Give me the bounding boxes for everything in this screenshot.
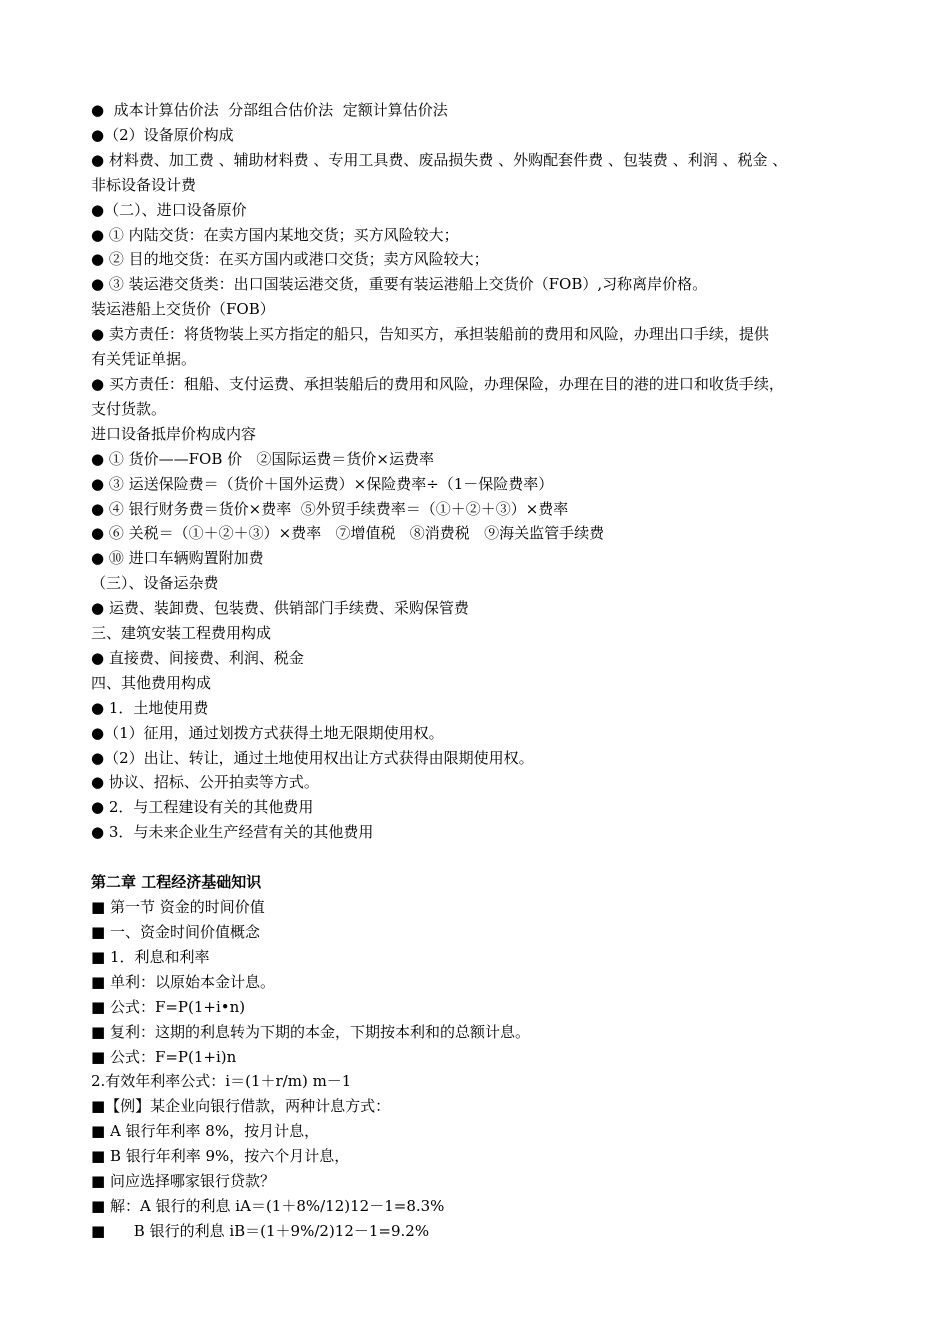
text-line: ■ 公式：F=P(1+i)n	[91, 1047, 237, 1066]
text-line: ● 1．土地使用费	[91, 698, 209, 717]
text-line: ■ 1．利息和利率	[91, 947, 210, 966]
text-line: ● ⑥ 关税＝（①＋②＋③）×费率 ⑦增值税 ⑧消费税 ⑨海关监管手续费	[91, 524, 605, 543]
text-line: ● 2．与工程建设有关的其他费用	[91, 798, 314, 817]
text-line: ● 材料费、加工费 、辅助材料费 、专用工具费、废品损失费 、外购配套件费 、包装费 、利润 、税金 、	[91, 150, 788, 169]
text-line: ■ B 银行的利息 iB＝(1＋9%/2)12－1=9.2%	[91, 1221, 430, 1240]
text-line: ● ③ 运送保险费＝（货价＋国外运费）×保险费率÷（1－保险费率）	[91, 474, 554, 493]
text-line: ● 买方责任：租船、支付运费、承担装船后的费用和风险，办理保险，办理在目的港的进口和收货手续，	[91, 374, 784, 393]
text-line: ■ 单利：以原始本金计息。	[91, 972, 275, 991]
paragraph-gap	[91, 845, 881, 870]
text-line: ■ 问应选择哪家银行贷款？	[91, 1172, 275, 1191]
text-line: 进口设备抵岸价构成内容	[91, 424, 257, 443]
text-line: ● 直接费、间接费、利润、税金	[91, 648, 304, 667]
text-line: ■ 一、资金时间价值概念	[91, 923, 260, 941]
text-line: ■ 解：A 银行的利息 iA＝(1＋8%/12)12－1=8.3%	[91, 1196, 445, 1215]
chapter-title: 第二章 工程经济基础知识	[91, 873, 262, 892]
text-line: 装运港船上交货价（FOB）	[91, 300, 275, 319]
text-line: ●（二）、进口设备原价	[91, 200, 247, 219]
text-line: ● ⑩ 进口车辆购置附加费	[91, 549, 264, 568]
text-line: ●（2）出让、转让，通过土地使用权出让方式获得由限期使用权。	[91, 748, 534, 767]
section-chapter-two	[91, 870, 881, 1244]
text-line: ● 3．与未来企业生产经营有关的其他费用	[91, 823, 374, 842]
text-line: 2.有效年利率公式：i＝(1＋r/m) m－1	[91, 1072, 352, 1091]
text-line: 三、建筑安装工程费用构成	[91, 624, 272, 643]
text-line: ■【例】某企业向银行借款，两种计息方式：	[91, 1097, 391, 1116]
text-line: 非标设备设计费	[91, 175, 197, 194]
section-equipment-costs	[91, 98, 881, 845]
text-line: ● 运费、装卸费、包装费、供销部门手续费、采购保管费	[91, 599, 469, 618]
text-line: ● ① 货价——FOB 价 ②国际运费＝货价×运费率	[91, 449, 434, 468]
text-line: ■ B 银行年利率 9%，按六个月计息，	[91, 1147, 350, 1166]
text-line: ■ A 银行年利率 8%，按月计息，	[91, 1122, 320, 1141]
document-page	[91, 98, 881, 1244]
text-line: 有关凭证单据。	[91, 350, 197, 369]
text-line: ● ① 内陆交货：在卖方国内某地交货；买方风险较大；	[91, 225, 459, 244]
text-line: ● ④ 银行财务费＝货价×费率 ⑤外贸手续费率＝（①＋②＋③）×费率	[91, 499, 569, 518]
text-line: ■ 公式：F=P(1+i•n)	[91, 997, 246, 1016]
text-line: ● 成本计算估价法 分部组合估价法 定额计算估价法	[91, 101, 448, 119]
text-line: 四、其他费用构成	[91, 673, 212, 692]
text-line: 支付货款。	[91, 399, 167, 418]
text-line: ■ 第一节 资金的时间价值	[91, 898, 265, 917]
text-line: ■ 复利：这期的利息转为下期的本金，下期按本利和的总额计息。	[91, 1022, 530, 1041]
text-line: ●（2）设备原价构成	[91, 125, 234, 144]
text-line: ●（1）征用，通过划拨方式获得土地无限期使用权。	[91, 723, 444, 742]
text-line: ● 卖方责任：将货物装上买方指定的船只，告知买方，承担装船前的费用和风险，办理出口手续，提供	[91, 325, 769, 344]
text-line: ● ③ 装运港交货类：出口国装运港交货，重要有装运港船上交货价（FOB）,习称离岸价格。	[91, 275, 708, 294]
text-line: ● 协议、招标、公开拍卖等方式。	[91, 773, 319, 792]
text-line: （三）、设备运杂费	[91, 574, 219, 593]
text-line: ● ② 目的地交货：在买方国内或港口交货；卖方风险较大；	[91, 250, 489, 269]
